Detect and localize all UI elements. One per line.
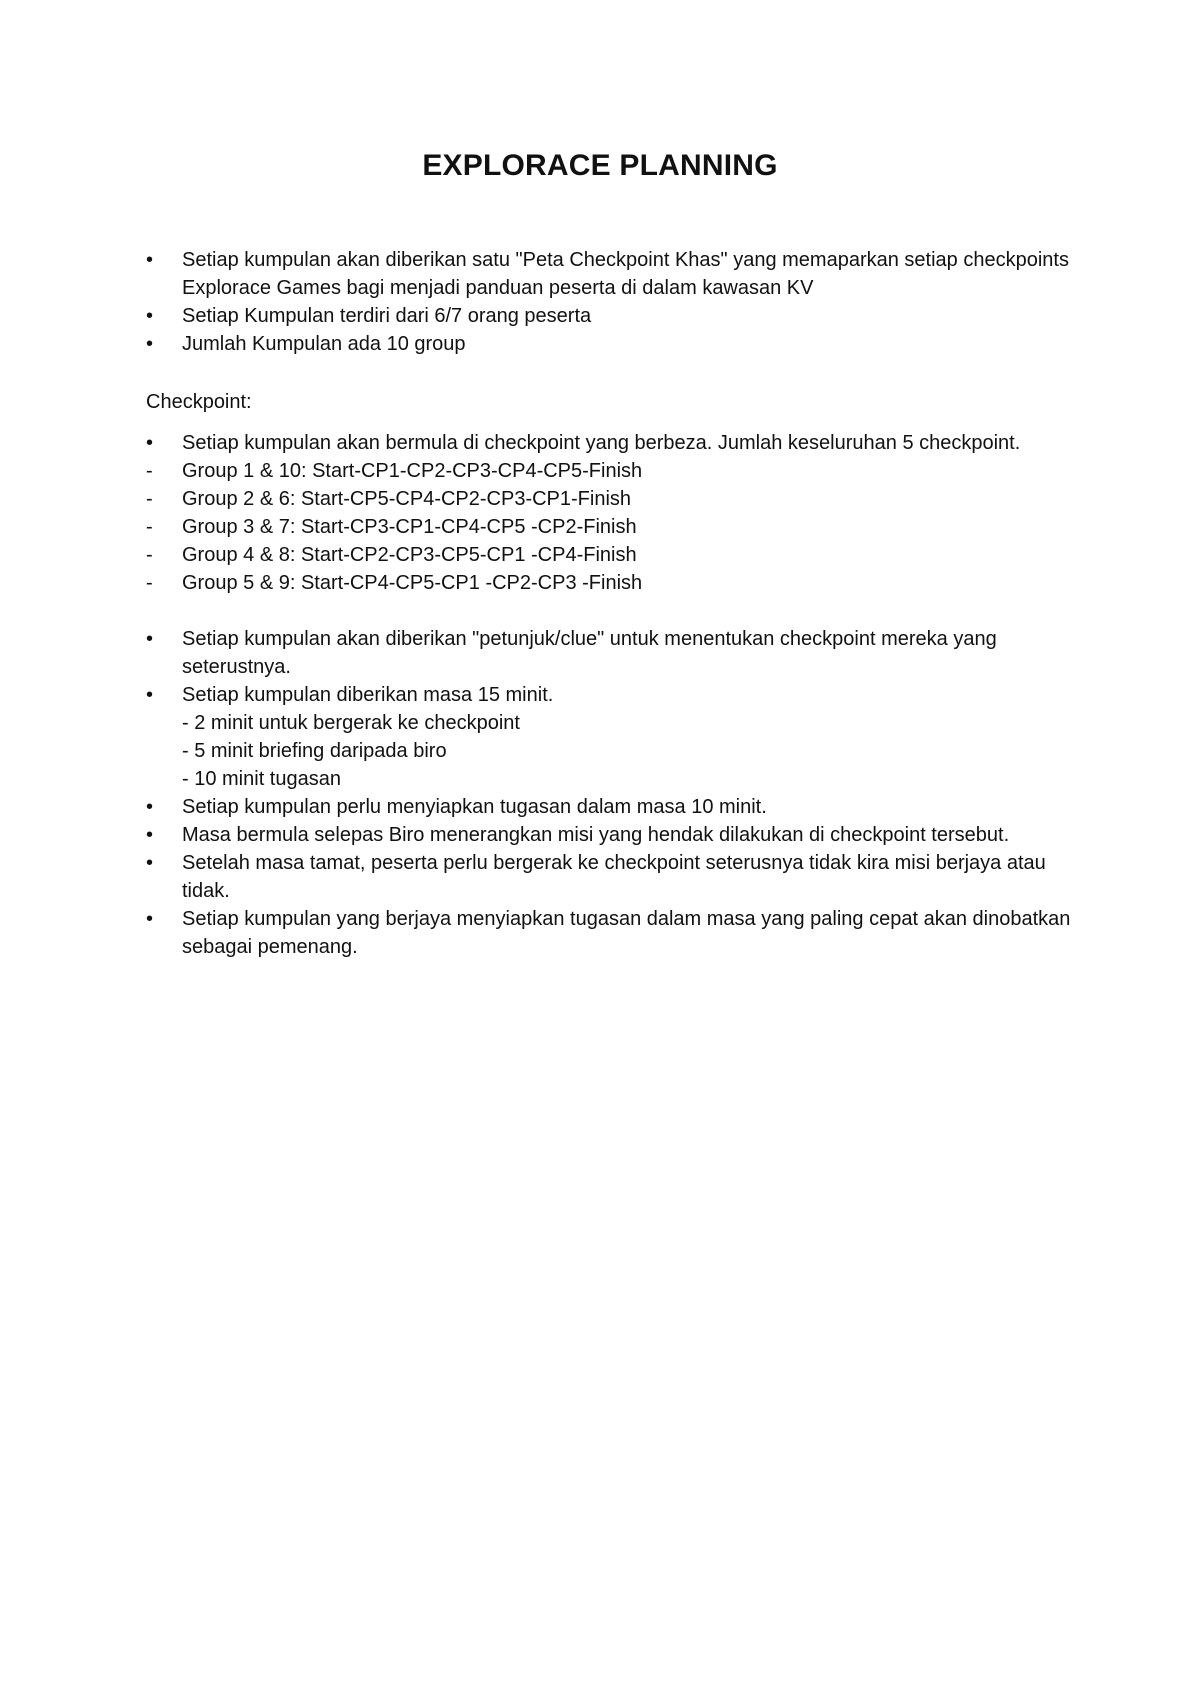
bullet-icon: • [146,249,154,271]
time-breakdown-item: - 5 minit briefing daripada biro [182,740,447,762]
dash-marker: - [146,544,153,566]
time-breakdown-item: - 10 minit tugasan [182,768,341,790]
route-text: Group 5 & 9: Start-CP4-CP5-CP1 -CP2-CP3 -Finish [182,572,643,594]
bullet-icon: • [146,628,154,650]
list-item [146,246,1086,302]
list-item-text: Setiap kumpulan diberikan masa 15 minit. [182,684,554,706]
list-item-text: Setiap kumpulan akan bermula di checkpoint yang berbeza. Jumlah keseluruhan 5 checkpoint. [182,432,1021,454]
bullet-icon: • [146,796,154,818]
list-item [146,905,1086,961]
route-item [146,569,1086,597]
list-item-text: Setiap kumpulan akan diberikan satu "Peta Checkpoint Khas" yang memaparkan setiap checkpoints Explorace Games bagi menjadi panduan peserta di dalam kawasan KV [182,249,1069,299]
dash-marker: - [146,460,153,482]
list-item-text: Jumlah Kumpulan ada 10 group [182,333,466,355]
bullet-icon: • [146,684,154,706]
route-text: Group 3 & 7: Start-CP3-CP1-CP4-CP5 -CP2-Finish [182,516,637,538]
checkpoint-heading: Checkpoint: [146,391,252,413]
list-item [146,302,1086,330]
route-text: Group 2 & 6: Start-CP5-CP4-CP2-CP3-CP1-Finish [182,488,632,510]
route-item [146,485,1086,513]
bullet-icon: • [146,824,154,846]
route-item [146,513,1086,541]
list-item-text: Setiap kumpulan yang berjaya menyiapkan tugasan dalam masa yang paling cepat akan dinobatkan sebagai pemenang. [182,908,1071,958]
list-item-text: Setiap Kumpulan terdiri dari 6/7 orang peserta [182,305,592,327]
list-item [146,849,1086,905]
route-text: Group 4 & 8: Start-CP2-CP3-CP5-CP1 -CP4-Finish [182,544,637,566]
route-text: Group 1 & 10: Start-CP1-CP2-CP3-CP4-CP5-Finish [182,460,643,482]
list-item [146,793,1086,821]
list-item [146,625,1086,681]
list-item [146,429,1086,457]
bullet-icon: • [146,908,154,930]
dash-marker: - [146,516,153,538]
list-item-text: Masa bermula selepas Biro menerangkan misi yang hendak dilakukan di checkpoint tersebut. [182,824,1010,846]
route-item [146,457,1086,485]
bullet-icon: • [146,432,154,454]
bullet-icon: • [146,305,154,327]
spacer [146,597,1086,625]
dash-marker: - [146,572,153,594]
list-item-text: Setiap kumpulan akan diberikan "petunjuk/clue" untuk menentukan checkpoint mereka yang seterustnya. [182,628,997,678]
list-item [146,821,1086,849]
bullet-icon: • [146,333,154,355]
page-title: EXPLORACE PLANNING [422,149,778,182]
time-breakdown-item: - 2 minit untuk bergerak ke checkpoint [182,712,520,734]
list-item-text: Setelah masa tamat, peserta perlu bergerak ke checkpoint seterusnya tidak kira misi berjaya atau tidak. [182,852,1046,902]
route-item [146,541,1086,569]
dash-marker: - [146,488,153,510]
document-body [146,246,1086,961]
list-item-text: Setiap kumpulan perlu menyiapkan tugasan dalam masa 10 minit. [182,796,767,818]
bullet-icon: • [146,852,154,874]
list-item [146,681,1086,793]
list-item [146,330,1086,358]
